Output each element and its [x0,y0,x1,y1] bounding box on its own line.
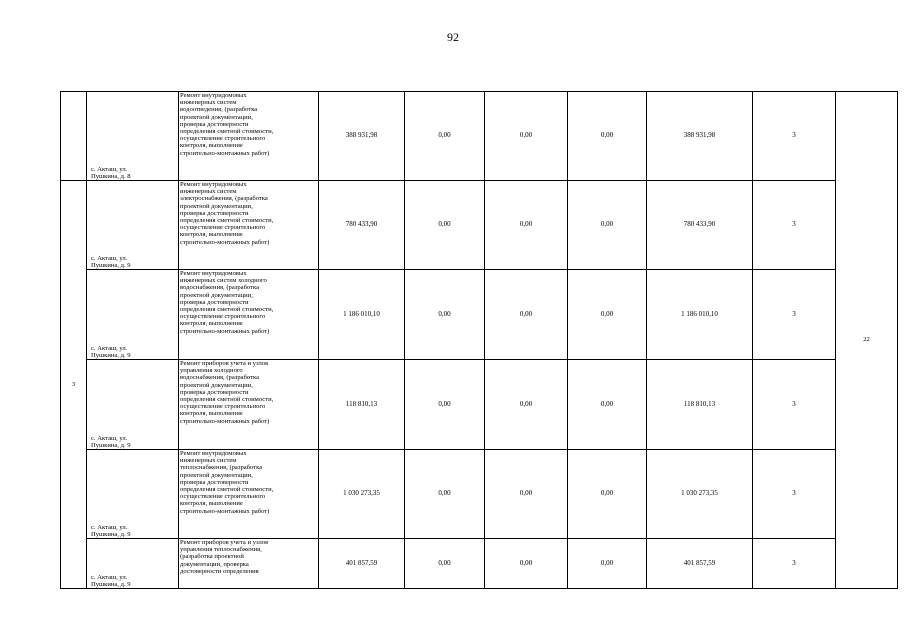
category-cell [753,92,836,181]
local-budget-cell [568,450,647,539]
total-cost-cell-text: 1 186 010,10 [343,309,380,318]
local-budget-cell [568,181,647,270]
table-row [61,450,898,539]
total-cost-cell-text: 780 433,90 [345,220,378,229]
local-budget-cell [568,539,647,589]
work-description-cell [179,181,319,270]
budget-cell-text: 0,00 [519,558,533,567]
address-cell-text: с. Акташ, ул. Пушкина, д. 9 [91,573,131,588]
owners-funds-cell-text: 118 810,13 [683,399,716,408]
budget-cell [485,539,568,589]
budget-cell-text: 0,00 [519,399,533,408]
category-cell [753,360,836,450]
local-budget-cell [568,360,647,450]
work-description-cell [179,539,319,589]
table-row [61,270,898,360]
table-row [61,360,898,450]
row-index-cell-empty [61,92,87,181]
local-budget-cell-text: 0,00 [600,558,614,567]
total-cost-cell [319,539,405,589]
owners-funds-cell [647,270,753,360]
local-budget-cell-text: 0,00 [600,309,614,318]
owners-funds-cell-text: 401 857,59 [683,558,716,567]
fund-cell [405,360,485,450]
local-budget-cell-text: 0,00 [600,131,614,140]
address-cell-text: с. Акташ, ул. Пушкина, д. 9 [91,523,131,538]
work-description-cell [179,360,319,450]
total-cost-cell-text: 388 931,98 [345,131,378,140]
owners-funds-cell [647,181,753,270]
work-description-cell-text: Ремонт внутридомовых инженерных систем холодного водоснабжения, (разработка проектной документации, проверка достоверности определения сметной стоимости, осуществление строительного контроля, выполнение строительно-монтажных работ) [180,270,274,335]
category-cell-text: 3 [792,220,796,229]
budget-cell-text: 0,00 [519,309,533,318]
fund-cell-text: 0,00 [438,131,451,140]
total-cost-cell-text: 1 030 273,35 [343,489,380,498]
local-budget-cell-text: 0,00 [600,220,614,229]
work-description-cell-text: Ремонт внутридомовых инженерных систем водоотведения, (разработка проектной документации, проверка достоверности определения сметной стоимости, осуществление строительного контроля, выполнение строительно-монтажных работ) [180,92,274,157]
local-budget-cell [568,270,647,360]
fund-cell [405,270,485,360]
category-cell [753,270,836,360]
owners-funds-cell-text: 780 433,90 [683,220,716,229]
budget-cell [485,270,568,360]
total-cost-cell [319,92,405,181]
budget-cell [485,92,568,181]
fund-cell-text: 0,00 [438,558,451,567]
address-cell [87,360,179,450]
budget-cell [485,181,568,270]
fund-cell [405,539,485,589]
local-budget-cell-text: 0,00 [600,489,614,498]
work-description-cell [179,270,319,360]
category-cell [753,181,836,270]
fund-cell-text: 0,00 [438,309,451,318]
category-cell-text: 3 [792,309,796,318]
address-cell [87,539,179,589]
fund-cell-text: 0,00 [438,489,451,498]
work-description-cell-text: Ремонт приборов учета и узлов управления холодного водоснабжения, (разработка проектной документации, проверка достоверности определения сметной стоимости, осуществление строительного контроля, выполнение строительно-монтажных работ) [180,360,274,425]
address-cell [87,181,179,270]
total-cost-cell-text: 118 810,13 [345,399,378,408]
total-cost-cell [319,181,405,270]
group-index-cell-text: 3 [71,380,76,388]
work-description-cell-text: Ремонт приборов учета и узлов управления теплоснабжения, (разработка проектной документации, проверка достоверности определения [180,539,269,575]
category-cell-text: 3 [792,558,796,567]
budget-cell-text: 0,00 [519,220,533,229]
total-cost-cell [319,270,405,360]
local-budget-cell [568,92,647,181]
address-cell [87,450,179,539]
category-cell-text: 3 [792,489,796,498]
owners-funds-cell [647,92,753,181]
total-cost-cell-text: 401 857,59 [345,558,378,567]
category-cell-text: 3 [792,131,796,140]
address-cell-text: с. Акташ, ул. Пушкина, д. 9 [91,254,131,269]
address-cell-text: с. Акташ, ул. Пушкина, д. 8 [91,165,131,180]
budget-cell [485,360,568,450]
local-budget-cell-text: 0,00 [600,399,614,408]
page-number: 92 [447,30,459,44]
fund-cell [405,181,485,270]
owners-funds-cell [647,450,753,539]
total-cost-cell [319,450,405,539]
fund-cell-text: 0,00 [438,220,451,229]
owners-funds-cell-text: 388 931,98 [683,131,716,140]
fund-cell-text: 0,00 [438,399,451,408]
address-cell-text: с. Акташ, ул. Пушкина, д. 9 [91,434,131,449]
work-description-cell-text: Ремонт внутридомовых инженерных систем электроснабжения, (разработка проектной документации, проверка достоверности определения сметной стоимости, осуществление строительного контроля, выполнение строительно-монтажных работ) [180,181,274,246]
address-cell [87,270,179,360]
category-cell [753,450,836,539]
work-description-cell-text: Ремонт внутридомовых инженерных систем теплоснабжения, (разработка проектной документации, проверка достоверности определения сметной стоимости, осуществление строительного контроля, выполнение строительно-монтажных работ) [180,450,274,515]
group-count-cell [836,92,898,589]
address-cell-text: с. Акташ, ул. Пушкина, д. 9 [91,344,131,359]
owners-funds-cell-text: 1 030 273,35 [681,489,718,498]
work-description-cell [179,92,319,181]
category-cell-text: 3 [792,399,796,408]
work-description-cell [179,450,319,539]
table-row [61,539,898,589]
program-table [60,91,898,589]
owners-funds-cell [647,360,753,450]
group-count-cell-text: 22 [863,336,870,344]
budget-cell [485,450,568,539]
owners-funds-cell-text: 1 186 010,10 [681,309,718,318]
category-cell [753,539,836,589]
fund-cell [405,92,485,181]
table-row [61,92,898,181]
fund-cell [405,450,485,539]
budget-cell-text: 0,00 [519,131,533,140]
group-index-cell [61,181,87,589]
budget-cell-text: 0,00 [519,489,533,498]
total-cost-cell [319,360,405,450]
owners-funds-cell [647,539,753,589]
address-cell [87,92,179,181]
table-row [61,181,898,270]
